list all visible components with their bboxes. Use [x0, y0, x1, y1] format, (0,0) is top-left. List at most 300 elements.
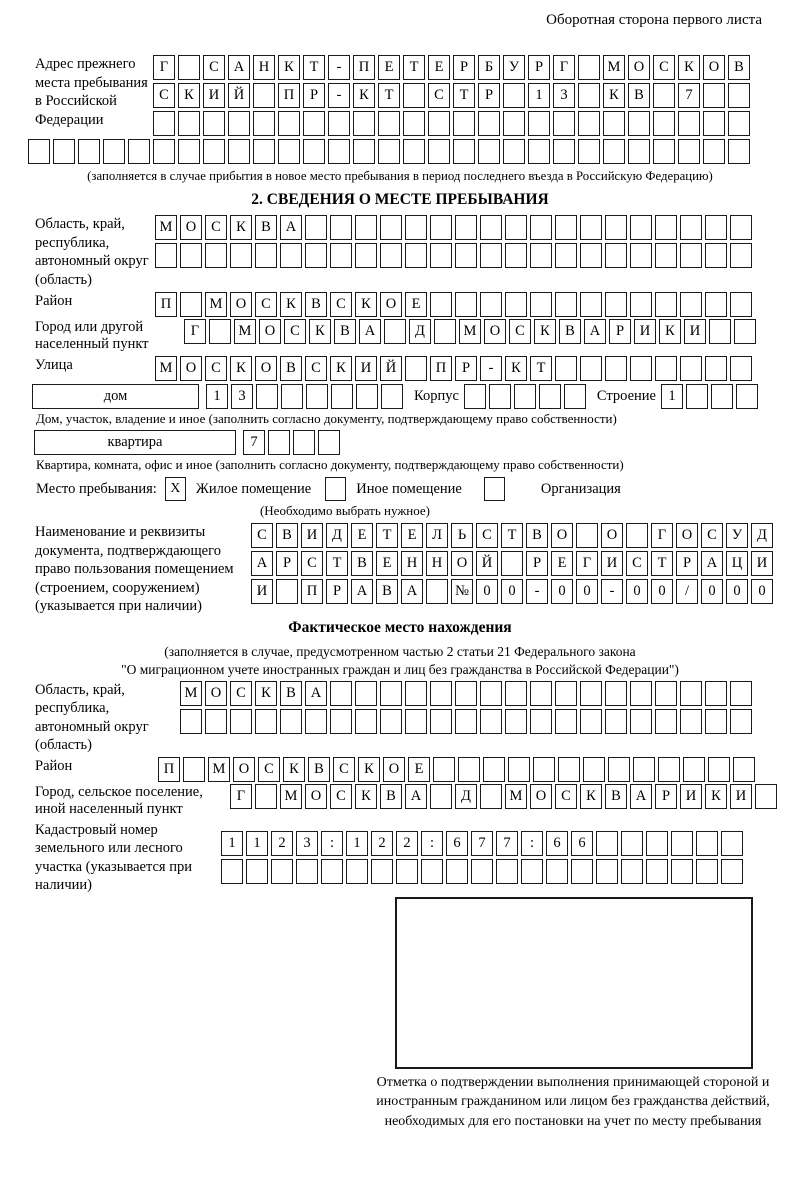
char-cell[interactable]: 0 — [551, 579, 573, 604]
char-cell[interactable]: С — [255, 292, 277, 317]
char-cell[interactable]: К — [280, 292, 302, 317]
char-cell[interactable] — [430, 292, 452, 317]
char-cell[interactable]: И — [751, 551, 773, 576]
char-cell[interactable]: К — [678, 55, 700, 80]
char-cell[interactable]: К — [230, 356, 252, 381]
char-cell[interactable] — [330, 709, 352, 734]
char-cell[interactable] — [453, 139, 475, 164]
char-cell[interactable] — [455, 215, 477, 240]
char-cell[interactable] — [355, 215, 377, 240]
char-cell[interactable] — [728, 83, 750, 108]
char-cell[interactable] — [539, 384, 561, 409]
char-cell[interactable]: Е — [378, 55, 400, 80]
char-cell[interactable]: 7 — [471, 831, 493, 856]
char-cell[interactable] — [555, 709, 577, 734]
char-cell[interactable] — [403, 83, 425, 108]
char-cell[interactable]: С — [330, 784, 352, 809]
char-cell[interactable]: А — [305, 681, 327, 706]
char-cell[interactable] — [721, 831, 743, 856]
char-cell[interactable]: О — [530, 784, 552, 809]
char-cell[interactable] — [380, 243, 402, 268]
char-cell[interactable] — [755, 784, 777, 809]
char-cell[interactable]: О — [380, 292, 402, 317]
char-cell[interactable] — [730, 292, 752, 317]
char-cell[interactable] — [278, 111, 300, 136]
char-cell[interactable] — [603, 139, 625, 164]
char-cell[interactable] — [480, 292, 502, 317]
char-cell[interactable]: 7 — [496, 831, 518, 856]
char-cell[interactable] — [405, 243, 427, 268]
char-cell[interactable] — [209, 319, 231, 344]
char-cell[interactable] — [276, 579, 298, 604]
char-cell[interactable] — [655, 215, 677, 240]
char-cell[interactable] — [633, 757, 655, 782]
char-cell[interactable] — [278, 139, 300, 164]
char-cell[interactable] — [228, 111, 250, 136]
char-cell[interactable] — [246, 859, 268, 884]
char-cell[interactable] — [696, 859, 718, 884]
char-cell[interactable] — [428, 111, 450, 136]
char-cell[interactable] — [605, 356, 627, 381]
char-cell[interactable]: Г — [153, 55, 175, 80]
char-cell[interactable] — [655, 243, 677, 268]
char-cell[interactable] — [653, 111, 675, 136]
char-cell[interactable] — [503, 83, 525, 108]
char-cell[interactable] — [733, 757, 755, 782]
char-cell[interactable]: : — [521, 831, 543, 856]
char-cell[interactable]: В — [380, 784, 402, 809]
char-cell[interactable] — [483, 757, 505, 782]
char-cell[interactable]: К — [283, 757, 305, 782]
char-cell[interactable] — [530, 681, 552, 706]
char-cell[interactable]: А — [359, 319, 381, 344]
char-cell[interactable]: К — [580, 784, 602, 809]
char-cell[interactable]: С — [205, 356, 227, 381]
char-cell[interactable]: С — [305, 356, 327, 381]
char-cell[interactable]: С — [333, 757, 355, 782]
char-cell[interactable]: М — [208, 757, 230, 782]
char-cell[interactable] — [626, 523, 648, 548]
char-cell[interactable]: К — [355, 784, 377, 809]
char-cell[interactable] — [430, 215, 452, 240]
char-cell[interactable] — [621, 831, 643, 856]
char-cell[interactable]: В — [334, 319, 356, 344]
char-cell[interactable]: Р — [453, 55, 475, 80]
char-cell[interactable]: И — [203, 83, 225, 108]
char-cell[interactable] — [705, 356, 727, 381]
char-cell[interactable]: О — [551, 523, 573, 548]
char-cell[interactable] — [180, 243, 202, 268]
char-cell[interactable]: В — [628, 83, 650, 108]
char-cell[interactable] — [330, 215, 352, 240]
char-cell[interactable] — [703, 111, 725, 136]
char-cell[interactable] — [478, 111, 500, 136]
char-cell[interactable] — [578, 55, 600, 80]
char-cell[interactable]: 1 — [246, 831, 268, 856]
char-cell[interactable]: О — [259, 319, 281, 344]
char-cell[interactable]: 3 — [231, 384, 253, 409]
char-cell[interactable] — [321, 859, 343, 884]
char-cell[interactable] — [303, 139, 325, 164]
char-cell[interactable] — [530, 292, 552, 317]
char-cell[interactable] — [730, 709, 752, 734]
char-cell[interactable]: В — [728, 55, 750, 80]
char-cell[interactable]: К — [534, 319, 556, 344]
char-cell[interactable] — [464, 384, 486, 409]
char-cell[interactable] — [328, 139, 350, 164]
char-cell[interactable]: Ь — [451, 523, 473, 548]
char-cell[interactable]: Р — [478, 83, 500, 108]
char-cell[interactable]: Р — [303, 83, 325, 108]
char-cell[interactable]: : — [321, 831, 343, 856]
char-cell[interactable] — [571, 859, 593, 884]
char-cell[interactable]: Г — [184, 319, 206, 344]
char-cell[interactable] — [480, 709, 502, 734]
char-cell[interactable] — [546, 859, 568, 884]
char-cell[interactable]: № — [451, 579, 473, 604]
char-cell[interactable] — [178, 139, 200, 164]
char-cell[interactable]: В — [605, 784, 627, 809]
char-cell[interactable] — [628, 111, 650, 136]
char-cell[interactable] — [496, 859, 518, 884]
char-cell[interactable]: В — [280, 356, 302, 381]
char-cell[interactable]: П — [155, 292, 177, 317]
char-cell[interactable] — [671, 831, 693, 856]
char-cell[interactable] — [705, 243, 727, 268]
char-cell[interactable] — [430, 784, 452, 809]
char-cell[interactable] — [580, 215, 602, 240]
char-cell[interactable]: 3 — [553, 83, 575, 108]
char-cell[interactable]: И — [355, 356, 377, 381]
char-cell[interactable] — [255, 243, 277, 268]
char-cell[interactable]: Л — [426, 523, 448, 548]
char-cell[interactable]: У — [503, 55, 525, 80]
char-cell[interactable]: И — [251, 579, 273, 604]
char-cell[interactable] — [430, 709, 452, 734]
char-cell[interactable] — [430, 681, 452, 706]
char-cell[interactable]: К — [659, 319, 681, 344]
char-cell[interactable]: У — [726, 523, 748, 548]
char-cell[interactable] — [330, 243, 352, 268]
char-cell[interactable] — [178, 111, 200, 136]
char-cell[interactable] — [405, 709, 427, 734]
char-cell[interactable] — [678, 139, 700, 164]
char-cell[interactable]: Е — [376, 551, 398, 576]
char-cell[interactable] — [605, 215, 627, 240]
char-cell[interactable]: 3 — [296, 831, 318, 856]
char-cell[interactable]: Т — [378, 83, 400, 108]
char-cell[interactable] — [505, 243, 527, 268]
char-cell[interactable]: О — [255, 356, 277, 381]
char-cell[interactable] — [455, 292, 477, 317]
char-cell[interactable] — [505, 709, 527, 734]
char-cell[interactable]: М — [280, 784, 302, 809]
char-cell[interactable]: Г — [553, 55, 575, 80]
char-cell[interactable] — [305, 243, 327, 268]
char-cell[interactable] — [355, 243, 377, 268]
char-cell[interactable] — [253, 139, 275, 164]
char-cell[interactable] — [328, 111, 350, 136]
char-cell[interactable] — [605, 709, 627, 734]
char-cell[interactable] — [711, 384, 733, 409]
char-cell[interactable]: С — [509, 319, 531, 344]
char-cell[interactable] — [380, 215, 402, 240]
char-cell[interactable] — [680, 681, 702, 706]
char-cell[interactable]: Р — [528, 55, 550, 80]
char-cell[interactable]: А — [280, 215, 302, 240]
char-cell[interactable] — [658, 757, 680, 782]
char-cell[interactable] — [705, 215, 727, 240]
char-cell[interactable]: М — [155, 356, 177, 381]
checkbox-organization[interactable] — [484, 477, 505, 501]
char-cell[interactable]: Д — [455, 784, 477, 809]
char-cell[interactable] — [153, 139, 175, 164]
char-cell[interactable]: Т — [501, 523, 523, 548]
char-cell[interactable] — [455, 709, 477, 734]
char-cell[interactable]: - — [480, 356, 502, 381]
char-cell[interactable] — [728, 111, 750, 136]
char-cell[interactable]: Т — [403, 55, 425, 80]
char-cell[interactable] — [508, 757, 530, 782]
char-cell[interactable]: А — [401, 579, 423, 604]
char-cell[interactable]: К — [355, 292, 377, 317]
char-cell[interactable]: В — [255, 215, 277, 240]
char-cell[interactable]: М — [180, 681, 202, 706]
char-cell[interactable]: 7 — [678, 83, 700, 108]
char-cell[interactable]: Р — [276, 551, 298, 576]
char-cell[interactable] — [555, 215, 577, 240]
char-cell[interactable]: Й — [380, 356, 402, 381]
char-cell[interactable] — [505, 292, 527, 317]
char-cell[interactable]: В — [376, 579, 398, 604]
char-cell[interactable] — [580, 709, 602, 734]
char-cell[interactable]: К — [230, 215, 252, 240]
char-cell[interactable]: 1 — [528, 83, 550, 108]
char-cell[interactable] — [576, 523, 598, 548]
char-cell[interactable]: 7 — [243, 430, 265, 455]
char-cell[interactable] — [505, 215, 527, 240]
char-cell[interactable]: Р — [526, 551, 548, 576]
char-cell[interactable]: Д — [409, 319, 431, 344]
char-cell[interactable] — [680, 292, 702, 317]
char-cell[interactable]: А — [405, 784, 427, 809]
char-cell[interactable]: К — [705, 784, 727, 809]
char-cell[interactable] — [530, 243, 552, 268]
char-cell[interactable]: А — [228, 55, 250, 80]
char-cell[interactable]: И — [730, 784, 752, 809]
char-cell[interactable]: Р — [326, 579, 348, 604]
char-cell[interactable]: Д — [326, 523, 348, 548]
char-cell[interactable] — [318, 430, 340, 455]
char-cell[interactable] — [646, 831, 668, 856]
char-cell[interactable] — [580, 681, 602, 706]
char-cell[interactable] — [653, 139, 675, 164]
char-cell[interactable]: 0 — [501, 579, 523, 604]
char-cell[interactable] — [578, 139, 600, 164]
char-cell[interactable] — [303, 111, 325, 136]
char-cell[interactable] — [346, 859, 368, 884]
char-cell[interactable]: 0 — [751, 579, 773, 604]
char-cell[interactable]: Е — [408, 757, 430, 782]
char-cell[interactable] — [378, 139, 400, 164]
char-cell[interactable]: - — [328, 83, 350, 108]
char-cell[interactable]: В — [280, 681, 302, 706]
char-cell[interactable] — [430, 243, 452, 268]
char-cell[interactable] — [53, 139, 75, 164]
char-cell[interactable] — [255, 784, 277, 809]
char-cell[interactable] — [703, 83, 725, 108]
char-cell[interactable]: М — [603, 55, 625, 80]
char-cell[interactable]: Д — [751, 523, 773, 548]
char-cell[interactable]: С — [284, 319, 306, 344]
char-cell[interactable]: О — [205, 681, 227, 706]
char-cell[interactable] — [630, 292, 652, 317]
char-cell[interactable] — [605, 681, 627, 706]
char-cell[interactable] — [480, 243, 502, 268]
char-cell[interactable] — [396, 859, 418, 884]
char-cell[interactable] — [281, 384, 303, 409]
char-cell[interactable]: 0 — [651, 579, 673, 604]
char-cell[interactable]: Г — [576, 551, 598, 576]
char-cell[interactable] — [280, 243, 302, 268]
char-cell[interactable] — [630, 709, 652, 734]
char-cell[interactable]: С — [476, 523, 498, 548]
char-cell[interactable] — [378, 111, 400, 136]
char-cell[interactable] — [384, 319, 406, 344]
char-cell[interactable]: С — [555, 784, 577, 809]
char-cell[interactable] — [578, 111, 600, 136]
char-cell[interactable] — [268, 430, 290, 455]
char-cell[interactable] — [480, 784, 502, 809]
char-cell[interactable]: К — [505, 356, 527, 381]
char-cell[interactable]: 0 — [476, 579, 498, 604]
char-cell[interactable]: И — [301, 523, 323, 548]
char-cell[interactable] — [680, 243, 702, 268]
char-cell[interactable]: О — [230, 292, 252, 317]
char-cell[interactable] — [405, 681, 427, 706]
char-cell[interactable]: О — [484, 319, 506, 344]
char-cell[interactable]: - — [328, 55, 350, 80]
char-cell[interactable] — [580, 292, 602, 317]
char-cell[interactable] — [353, 139, 375, 164]
char-cell[interactable]: Н — [426, 551, 448, 576]
char-cell[interactable]: 2 — [396, 831, 418, 856]
char-cell[interactable] — [253, 111, 275, 136]
char-cell[interactable]: К — [353, 83, 375, 108]
char-cell[interactable] — [256, 384, 278, 409]
char-cell[interactable]: И — [601, 551, 623, 576]
char-cell[interactable]: О — [628, 55, 650, 80]
char-cell[interactable] — [703, 139, 725, 164]
char-cell[interactable] — [730, 243, 752, 268]
char-cell[interactable] — [680, 356, 702, 381]
char-cell[interactable]: 2 — [271, 831, 293, 856]
char-cell[interactable]: Е — [551, 551, 573, 576]
char-cell[interactable] — [428, 139, 450, 164]
char-cell[interactable] — [380, 709, 402, 734]
char-cell[interactable]: С — [428, 83, 450, 108]
char-cell[interactable] — [426, 579, 448, 604]
char-cell[interactable]: С — [701, 523, 723, 548]
char-cell[interactable] — [230, 243, 252, 268]
char-cell[interactable] — [405, 356, 427, 381]
char-cell[interactable]: О — [233, 757, 255, 782]
char-cell[interactable]: Н — [401, 551, 423, 576]
char-cell[interactable] — [330, 681, 352, 706]
char-cell[interactable]: Т — [453, 83, 475, 108]
char-cell[interactable] — [596, 859, 618, 884]
char-cell[interactable]: 1 — [221, 831, 243, 856]
char-cell[interactable]: К — [358, 757, 380, 782]
char-cell[interactable] — [734, 319, 756, 344]
char-cell[interactable]: Т — [530, 356, 552, 381]
char-cell[interactable] — [630, 215, 652, 240]
char-cell[interactable]: С — [203, 55, 225, 80]
char-cell[interactable]: 6 — [446, 831, 468, 856]
char-cell[interactable]: И — [634, 319, 656, 344]
char-cell[interactable] — [221, 859, 243, 884]
char-cell[interactable] — [155, 243, 177, 268]
char-cell[interactable] — [458, 757, 480, 782]
char-cell[interactable]: Р — [455, 356, 477, 381]
char-cell[interactable] — [680, 215, 702, 240]
char-cell[interactable] — [356, 384, 378, 409]
char-cell[interactable] — [555, 681, 577, 706]
char-cell[interactable]: К — [603, 83, 625, 108]
checkbox-residential-premises[interactable]: X — [165, 477, 186, 501]
char-cell[interactable] — [621, 859, 643, 884]
char-cell[interactable] — [655, 709, 677, 734]
char-cell[interactable] — [558, 757, 580, 782]
char-cell[interactable]: К — [178, 83, 200, 108]
char-cell[interactable]: О — [180, 215, 202, 240]
char-cell[interactable]: С — [626, 551, 648, 576]
char-cell[interactable] — [730, 356, 752, 381]
char-cell[interactable] — [630, 356, 652, 381]
checkbox-other-premises[interactable] — [325, 477, 346, 501]
char-cell[interactable] — [153, 111, 175, 136]
char-cell[interactable] — [705, 292, 727, 317]
char-cell[interactable] — [555, 243, 577, 268]
char-cell[interactable]: А — [251, 551, 273, 576]
char-cell[interactable] — [434, 319, 456, 344]
char-cell[interactable] — [705, 709, 727, 734]
char-cell[interactable] — [530, 709, 552, 734]
char-cell[interactable] — [371, 859, 393, 884]
char-cell[interactable] — [455, 243, 477, 268]
char-cell[interactable] — [203, 111, 225, 136]
char-cell[interactable] — [178, 55, 200, 80]
char-cell[interactable] — [433, 757, 455, 782]
char-cell[interactable] — [403, 139, 425, 164]
char-cell[interactable]: С — [205, 215, 227, 240]
char-cell[interactable] — [505, 681, 527, 706]
char-cell[interactable]: В — [559, 319, 581, 344]
char-cell[interactable]: А — [584, 319, 606, 344]
char-cell[interactable] — [271, 859, 293, 884]
char-cell[interactable]: О — [451, 551, 473, 576]
char-cell[interactable] — [709, 319, 731, 344]
char-cell[interactable] — [501, 551, 523, 576]
char-cell[interactable]: М — [234, 319, 256, 344]
char-cell[interactable] — [680, 709, 702, 734]
char-cell[interactable]: С — [153, 83, 175, 108]
char-cell[interactable] — [403, 111, 425, 136]
char-cell[interactable]: И — [684, 319, 706, 344]
char-cell[interactable] — [228, 139, 250, 164]
char-cell[interactable]: 0 — [701, 579, 723, 604]
char-cell[interactable] — [455, 681, 477, 706]
